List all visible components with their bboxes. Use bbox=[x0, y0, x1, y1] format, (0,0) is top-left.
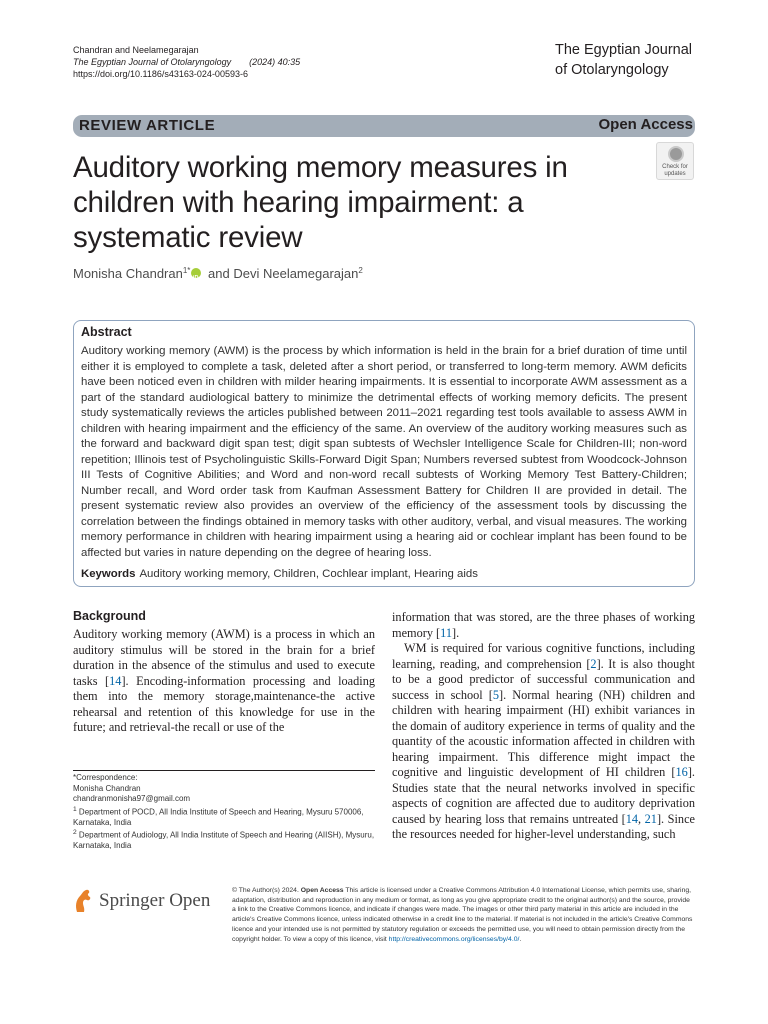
check-updates-line2: updates bbox=[664, 170, 686, 177]
header-journal: The Egyptian Journal of Otolaryngology bbox=[73, 57, 232, 67]
springer-open-logo bbox=[73, 886, 218, 920]
author-2-affiliation: 2 bbox=[358, 266, 363, 275]
text-run: ]. Since the resources needed for higher-level understanding, such bbox=[392, 811, 695, 841]
copyright: © The Author(s) 2024. bbox=[232, 887, 299, 894]
citation-link[interactable]: 14 bbox=[625, 811, 639, 826]
author-1[interactable]: Monisha Chandran bbox=[73, 266, 183, 281]
license-link[interactable]: http://creativecommons.org/licenses/by/4.0/ bbox=[388, 935, 520, 943]
springer-horse-icon bbox=[73, 888, 93, 914]
citation-link[interactable]: 2 bbox=[590, 656, 597, 671]
citation-link[interactable]: 14 bbox=[109, 673, 122, 688]
open-access-label: Open Access bbox=[598, 116, 693, 133]
header-authors: Chandran and Neelamegarajan bbox=[73, 45, 199, 55]
journal-name bbox=[555, 40, 705, 80]
text-run: ]. It is also thought to be a good predictor of successful communication and success in school [ bbox=[392, 656, 695, 702]
publisher-name-springer: Springer bbox=[99, 890, 165, 911]
citation-link[interactable]: 16 bbox=[675, 765, 688, 779]
orcid-icon[interactable] bbox=[191, 268, 201, 278]
body-paragraph bbox=[392, 641, 695, 843]
text-run: Auditory working memory (AWM) is a process in which an auditory stimulus will be stored in the brain for a brief duration in the absence of the stimulus and used to execute tasks [ bbox=[73, 627, 375, 688]
correspondence-email[interactable]: chandranmonisha97@gmail.com bbox=[73, 794, 191, 803]
license-body: This article is licensed under a Creative Commons Attribution 4.0 International License, which permits use, sharing, adaptation, distribution and reproduction in any medium or format, as long as you give appropriate credit to the original author(s) and the source, provide a link to the Creative Commons licence, and indicate if changes were made. The images or other third party material in this article are included in the article's Creative Commons licence, unless indicated otherwise in a credit line to the material. If material is not included in the article's Creative Commons licence and your intended use is not permitted by statutory regulation or exceeds the permitted use, you will need to obtain permission directly from the copyright holder. To view a copy of this licence, visit bbox=[232, 887, 693, 943]
body-paragraph bbox=[392, 610, 695, 641]
author-1-affiliation: 1* bbox=[182, 266, 191, 275]
article-type-label: REVIEW ARTICLE bbox=[79, 117, 216, 134]
text-run: ]. Studies state that the neural networks involved in specific aspects of cognition are affected due to auditory deprivation caused by hearing loss that remains untreated [ bbox=[392, 765, 695, 826]
author-2[interactable]: and Devi Neelamegarajan bbox=[208, 266, 359, 281]
footnotes bbox=[73, 773, 375, 852]
keywords bbox=[81, 567, 478, 582]
abstract-text: Auditory working memory (AWM) is the process by which information is held in the brain for a brief duration of time until either it is employed to complete a task, deleted after a short period, or transferred to long-term memory. AWM deficits have been noticed even in children with milder hearing impairments. It is essential to incorporate AWM assessment as a part of the standard audiological battery to minimize the detrimental effects of working memory deficits. The present study systematically reviews the articles published between 2011–2021 regarding test tools available to assess AWM in children with hearing impairment and the efficiency of the same. An overview of the auditory working measures such as the forward and backward digit span test; digit span subtests of Wechsler Intelligence Scale for Children-III; non-word repetition; Illinois test of Psycholinguistic Skills-Forward Digit Span; Numbers reversed subtest from Woodcock-Johnson III Tests of Cognitive Abilities; and Word and non-word recall subtests of Working Memory Test Battery-Children; Number recall, and Word order task from Kaufman Assessment Battery for Children II are provided in detail. The present systematic review also provides an overview of the efficiency of the assessment tools by discussing the correlation between the findings obtained in memory tasks with other auditory, verbal, and visual measures. The working memory performance in children with hearing impairment using a hearing aid or cochlear implant has been found to be affected but varies in nature depending on the degree of hearing loss. bbox=[81, 345, 687, 559]
header-citation: (2024) 40:35 bbox=[249, 57, 301, 67]
article-title: Auditory working memory measures in children with hearing impairment: a systematic review bbox=[73, 151, 568, 254]
keywords-list: Auditory working memory, Children, Cochlear implant, Hearing aids bbox=[139, 568, 478, 580]
text-run: information that was stored, are the three phases of working memory [ bbox=[392, 610, 695, 640]
check-updates-text bbox=[657, 164, 693, 177]
check-for-updates-badge[interactable] bbox=[656, 142, 694, 180]
affiliation-2-text: Department of Audiology, All India Institute of Speech and Hearing (AIISH), Mysuru, Karnataka, India bbox=[73, 830, 375, 851]
journal-name-line1: The Egyptian Journal bbox=[555, 42, 693, 58]
correspondence-name: Monisha Chandran bbox=[73, 783, 141, 793]
license-end: . bbox=[519, 935, 522, 943]
abstract-heading: Abstract bbox=[81, 325, 132, 339]
license-open-access: Open Access bbox=[300, 887, 344, 894]
check-updates-icon bbox=[668, 146, 684, 162]
running-header bbox=[73, 44, 300, 80]
text-run: ]. Encoding-information processing and loading them into the memory storage,maintenance-the active rehearsal and retention of this knowledge for use in the future; and retrieval-the recall or use of the bbox=[73, 673, 375, 734]
body-paragraph bbox=[73, 627, 375, 736]
author-list bbox=[73, 262, 363, 283]
footnote-divider bbox=[73, 770, 375, 771]
affiliation-1-number: 1 bbox=[73, 805, 77, 813]
license-text bbox=[232, 886, 694, 944]
correspondence-label: *Correspondence: bbox=[73, 773, 138, 782]
body-column-left bbox=[73, 627, 375, 736]
publisher-wordmark bbox=[99, 890, 210, 912]
text-run: ]. bbox=[452, 625, 460, 640]
citation-link[interactable]: 5 bbox=[492, 687, 500, 702]
affiliation-2 bbox=[73, 828, 375, 852]
text-run: , bbox=[638, 811, 645, 826]
background-heading: Background bbox=[73, 609, 146, 623]
journal-name-line2: of Otolaryngology bbox=[555, 62, 669, 78]
affiliation-1-text: Department of POCD, All India Institute of Speech and Hearing, Mysuru 570006, Karnataka, India bbox=[73, 807, 364, 827]
body-column-right bbox=[392, 610, 695, 843]
citation-link[interactable]: 21 bbox=[644, 811, 657, 826]
text-run: WM is required for various cognitive functions, including learning, reading, and comprehension [ bbox=[392, 641, 695, 671]
affiliation-2-number: 2 bbox=[73, 829, 77, 837]
publisher-name-open: Open bbox=[169, 890, 211, 911]
citation-link[interactable]: 11 bbox=[440, 625, 452, 640]
header-doi[interactable]: https://doi.org/10.1186/s43163-024-00593-6 bbox=[73, 69, 248, 79]
check-updates-line1: Check for bbox=[662, 164, 688, 170]
text-run: ]. Normal hearing (NH) children and children with hearing impairment (HI) exhibit variances in the domain of auditory experience in terms of quality and the quantity of the acoustic information affected in children with hearing impairment. This difference might impact the cognitive and linguistic development of HI children [ bbox=[392, 687, 695, 779]
affiliation-1 bbox=[73, 805, 375, 829]
keywords-label: Keywords bbox=[81, 568, 136, 580]
